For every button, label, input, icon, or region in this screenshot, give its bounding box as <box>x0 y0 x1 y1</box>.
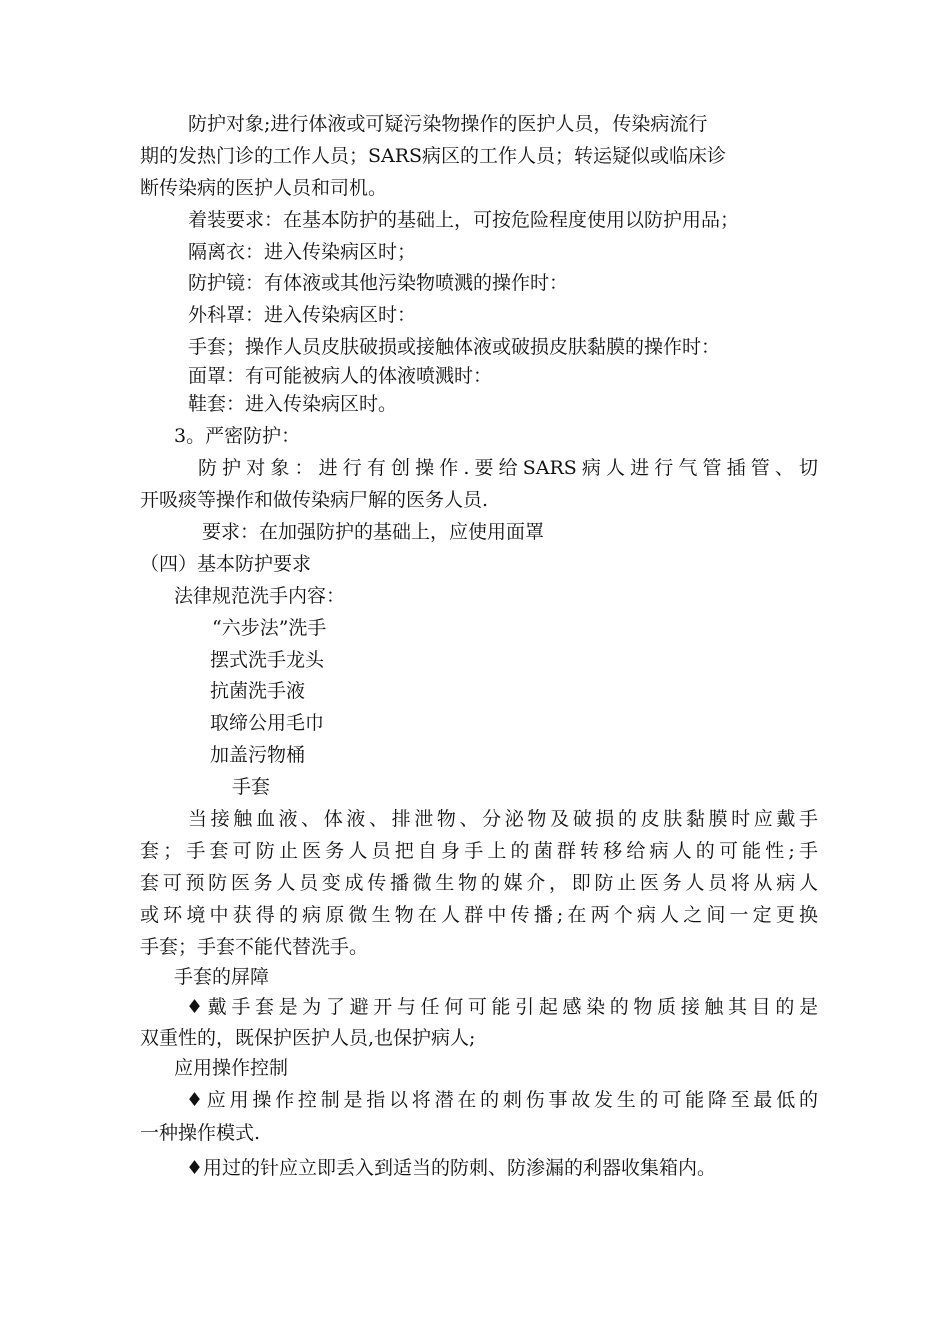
section-heading: 手套的屏障 <box>174 966 270 988</box>
bullet-item: ♦用过的针应立即丢入到适当的防刺、防渗漏的利器收集箱内。 <box>186 1157 717 1179</box>
bullet-item: ♦戴手套是为了避开与任何可能引起感染的物质接触其目的是 <box>186 996 818 1018</box>
list-item: 抗菌洗手液 <box>210 680 306 702</box>
text-line: 要求：在加强防护的基础上，应使用面罩 <box>202 521 545 543</box>
bullet-item: ♦应用操作控制是指以将潜在的刺伤事故发生的可能降至最低的 <box>186 1089 818 1111</box>
section-heading: 手套 <box>232 776 271 798</box>
text-line: 或环境中获得的病原微生物在人群中传播;在两个病人之间一定更换 <box>140 904 818 926</box>
text-line: 鞋套：进入传染病区时。 <box>188 393 398 415</box>
text-line: 手套；手套不能代替洗手。 <box>140 936 369 958</box>
list-item: “六步法”洗手 <box>212 617 327 639</box>
text-line: 防护对象：进行有创操作.要给SARS病人进行气管插管、切 <box>198 457 818 479</box>
text-line: 当接触血液、体液、排泄物、分泌物及破损的皮肤黏膜时应戴手 <box>188 808 818 830</box>
text-line: 开吸痰等操作和做传染病尸解的医务人员. <box>140 489 489 511</box>
section-heading: 应用操作控制 <box>174 1057 289 1079</box>
text-line: 防护镜：有体液或其他污染物喷溅的操作时： <box>188 272 569 294</box>
text-line: 双重性的，既保护医护人员,也保护病人; <box>140 1027 476 1049</box>
text-line: 期的发热门诊的工作人员；SARS病区的工作人员；转运疑似或临床诊 <box>140 145 727 167</box>
list-item: 取缔公用毛巾 <box>210 712 325 734</box>
text-line: 法律规范洗手内容： <box>174 585 346 607</box>
text-line: 套；手套可防止医务人员把自身手上的菌群转移给病人的可能性;手 <box>140 840 818 862</box>
text-line: 着装要求：在基本防护的基础上，可按危险程度使用以防护用品； <box>188 209 740 231</box>
text-line: 断传染病的医护人员和司机。 <box>140 177 388 199</box>
list-item: 摆式洗手龙头 <box>210 649 325 671</box>
list-item: 加盖污物桶 <box>210 744 306 766</box>
text-line: 外科罩：进入传染病区时： <box>188 304 417 326</box>
text-line: 手套；操作人员皮肤破损或接触体液或破损皮肤黏膜的操作时： <box>188 336 721 358</box>
text-line: 面罩：有可能被病人的体液喷溅时： <box>188 365 493 387</box>
text-line: 隔离衣：进入传染病区时； <box>188 241 417 263</box>
text-line: 套可预防医务人员变成传播微生物的媒介，即防止医务人员将从病人 <box>140 872 818 894</box>
text-line: 一种操作模式. <box>140 1122 261 1144</box>
section-heading: 3。严密防护： <box>174 425 301 447</box>
text-line: 防护对象;进行体液或可疑污染物操作的医护人员，传染病流行 <box>188 113 708 135</box>
section-heading: （四）基本防护要求 <box>140 553 312 575</box>
